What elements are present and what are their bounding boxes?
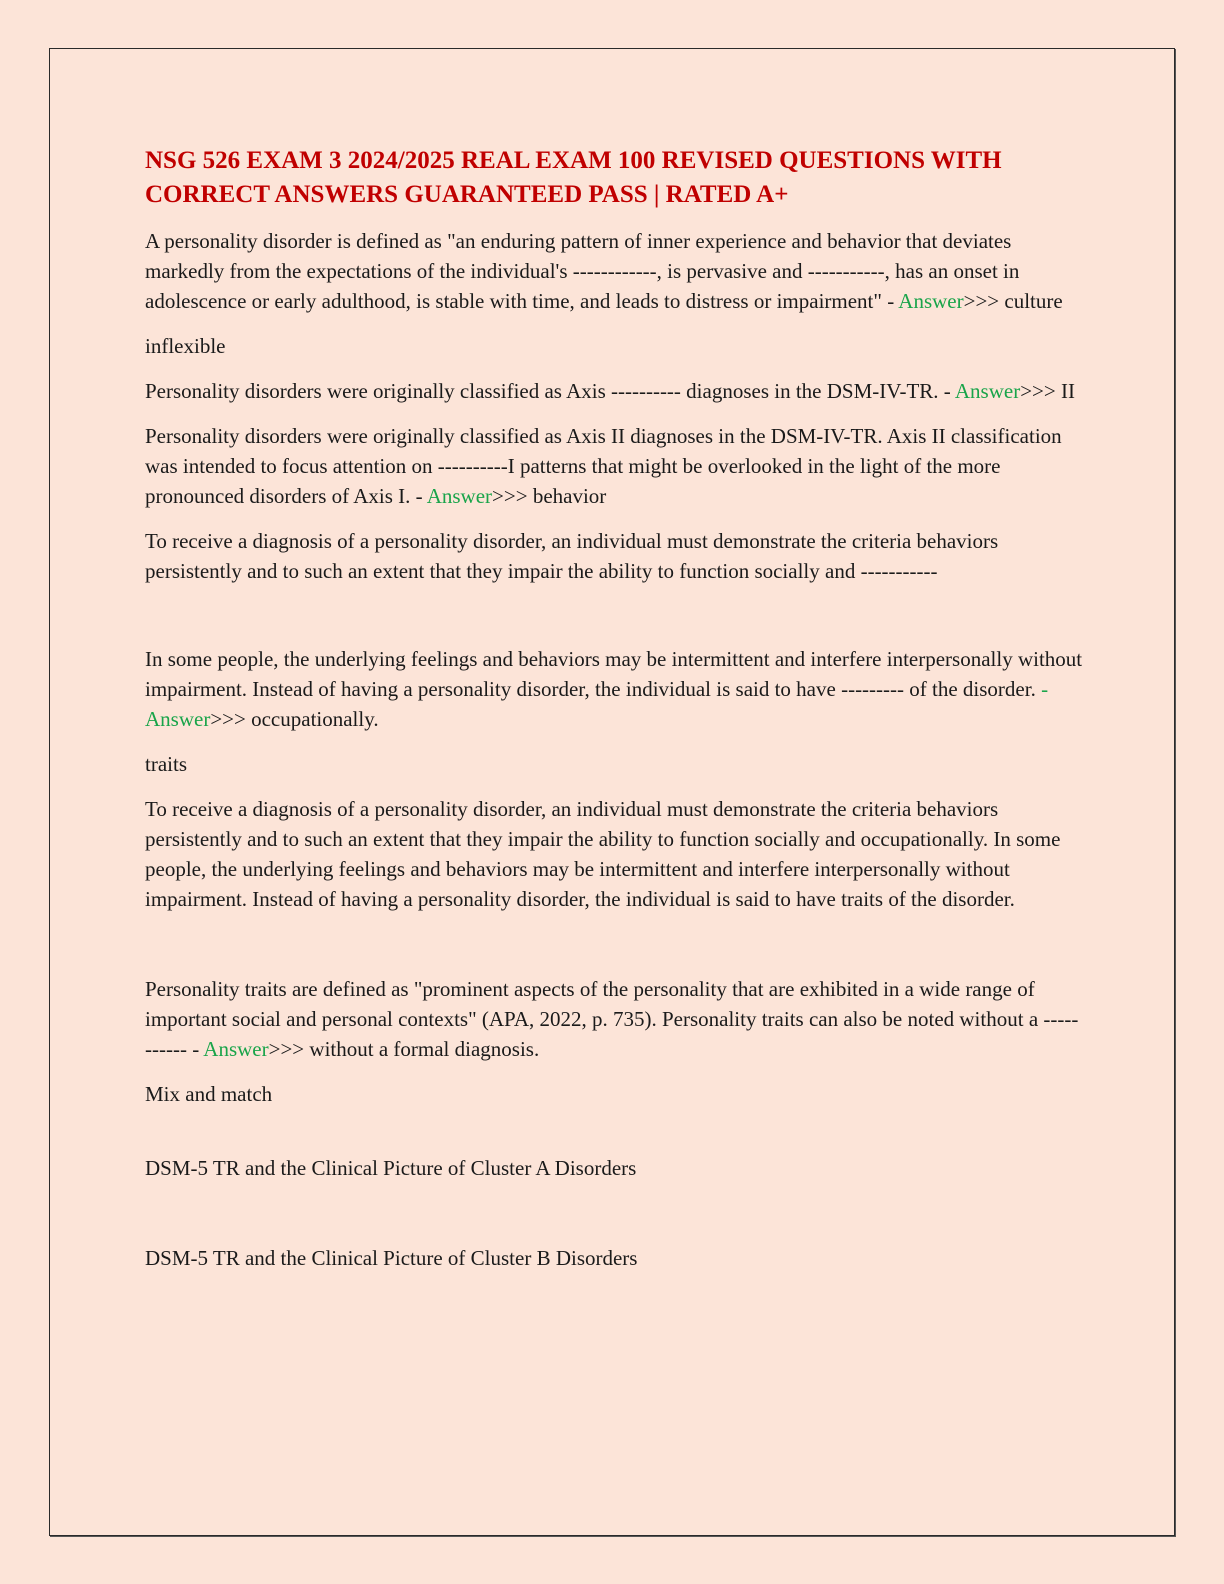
question-5-answer: without a formal diagnosis. — [304, 1037, 540, 1061]
question-1 — [145, 226, 1085, 316]
question-6-item-1: DSM-5 TR and the Clinical Picture of Cluster A Disorders — [145, 1156, 637, 1180]
answer-marker: >>> — [210, 707, 246, 731]
document-title: NSG 526 EXAM 3 2024/2025 REAL EXAM 100 REVISED QUESTIONS WITH CORRECT ANSWERS GUARANTEED PASS | RATED A+ — [145, 147, 1002, 208]
question-4-cont-text: In some people, the underlying feelings and behaviors may be intermittent and interfere interpersonally without impairment. Instead of having a personality disorder, the individual is said to have --------- of the disorder. — [145, 647, 1083, 701]
question-4-answer: occupationally. — [245, 707, 379, 731]
document-body — [145, 144, 1085, 1288]
answer-label: Answer — [426, 484, 493, 508]
question-3 — [145, 421, 1085, 511]
question-2 — [145, 376, 1085, 406]
question-2-text: Personality disorders were originally classified as Axis ---------- diagnoses in the DSM-IV-TR. - — [145, 379, 955, 403]
answer-marker: >>> — [963, 289, 1000, 313]
question-4-text: To receive a diagnosis of a personality disorder, an individual must demonstrate the criteria behaviors persistently and to such an extent that they impair the ability to function socially and ----------- — [145, 529, 999, 583]
answer-marker: >>> — [492, 484, 528, 508]
answer-marker: >>> — [268, 1037, 305, 1061]
question-3-text: Personality disorders were originally classified as Axis II diagnoses in the DSM-IV-TR. Axis II classification was intended to focus attention on ----------I patterns that might be overlooked in the light of the more pronounced disorders of Axis I. - — [145, 424, 1062, 508]
question-6-item-2: DSM-5 TR and the Clinical Picture of Cluster B Disorders — [145, 1246, 638, 1270]
answer-label: Answer — [954, 379, 1021, 403]
answer-label: Answer — [145, 707, 211, 731]
question-1-answer: culture — [999, 289, 1063, 313]
question-1-answer-2: inflexible — [145, 334, 226, 358]
question-4-answer-2: traits — [145, 752, 187, 776]
question-3-answer: behavior — [527, 484, 607, 508]
explanation-paragraph: To receive a diagnosis of a personality disorder, an individual must demonstrate the criteria behaviors persistently and to such an extent that they impair the ability to function socially and occupationally. In some people, the underlying feelings and behaviors may be intermittent and interfere interpersonally without impairment. Instead of having a personality disorder, the individual is said to have traits of the disorder. — [145, 797, 1061, 911]
answer-marker: >>> — [1020, 379, 1056, 403]
question-5-text: Personality traits are defined as "prominent aspects of the personality that are exhibited in a wide range of important social and personal contexts" (APA, 2022, p. 735). Personality traits can also be noted without a ----------- - — [145, 977, 1079, 1061]
question-5 — [145, 974, 1085, 1064]
question-2-answer: II — [1055, 379, 1075, 403]
question-4-continuation — [145, 644, 1085, 734]
answer-label: Answer — [203, 1037, 269, 1061]
question-6-text: Mix and match — [145, 1082, 273, 1106]
question-1-text: A personality disorder is defined as "an enduring pattern of inner experience and behavior that deviates markedly from the expectations of the individual's ------------, is pervasive and -----------, has an onset in adolescence or early adulthood, is stable with time, and leads to distress or impairment" - — [145, 229, 1020, 313]
answer-label: Answer — [898, 289, 964, 313]
answer-dash: - — [1041, 677, 1049, 701]
